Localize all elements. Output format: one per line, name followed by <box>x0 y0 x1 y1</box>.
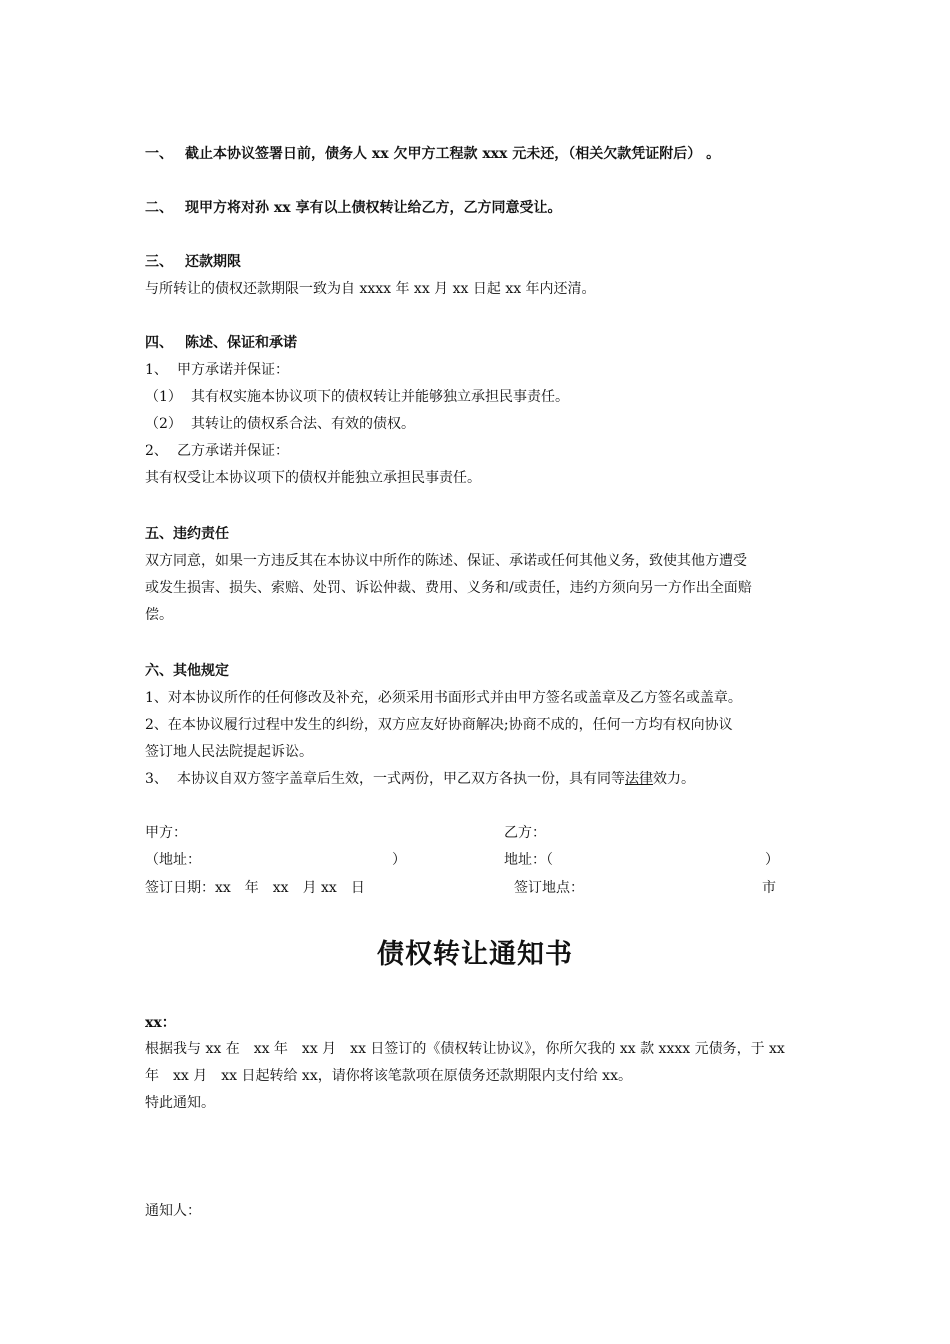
clause-5-line-2: 或发生损害、损失、索赔、处罚、诉讼仲裁、费用、义务和/或责任，违约方须向另一方作出全面赔 <box>145 580 752 596</box>
clause-1-text: 截止本协议签署日前，债务人 xx 欠甲方工程款 xxx 元未还，（相关欠款凭证附后） 。 <box>185 146 721 162</box>
clause-6-item-1: 1、对本协议所作的任何修改及补充，必须采用书面形式并由甲方签名或盖章及乙方签名或盖章。 <box>145 690 742 706</box>
clause-4-item-2-number: 2、 <box>145 443 168 459</box>
notice-body-line-2: 年 xx 月 xx 日起转给 xx，请你将该笔款项在原债务还款期限内支付给 xx。 <box>145 1068 632 1084</box>
clause-4-item-1-number: 1、 <box>145 362 168 378</box>
clause-6-item-2-line-2: 签订地人民法院提起诉讼。 <box>145 744 313 760</box>
clause-1-number: 一、 <box>145 146 173 162</box>
clause-5-line-1: 双方同意，如果一方违反其在本协议中所作的陈述、保证、承诺或任何其他义务，致使其他方遭受 <box>145 553 747 569</box>
party-b-address-close: ） <box>765 852 779 868</box>
clause-6-item-3 <box>145 769 695 789</box>
signing-date: 签订日期：xx 年 xx 月 xx 日 <box>145 880 365 896</box>
clause-6-heading: 六、其他规定 <box>145 663 229 679</box>
notice-title: 债权转让通知书 <box>377 939 573 970</box>
clause-2 <box>145 198 561 218</box>
notice-body-line-1: 根据我与 xx 在 xx 年 xx 月 xx 日签订的《债权转让协议》，你所欠我的 xx 款 xxxx 元债务，于 xx <box>145 1041 785 1057</box>
party-a-address-close: ） <box>392 852 406 868</box>
clause-4-item-1-text: 甲方承诺并保证： <box>177 362 289 378</box>
clause-4-item-1 <box>145 360 289 380</box>
signing-city-label: 市 <box>762 880 776 896</box>
clause-4-item-1a-text: 其有权实施本协议项下的债权转让并能够独立承担民事责任。 <box>191 389 569 405</box>
clause-4-item-1a <box>145 387 569 407</box>
clause-4-item-1b <box>145 414 415 434</box>
party-a-address-label: （地址： <box>145 852 201 868</box>
clause-6-item-3-text: 本协议自双方签字盖章后生效，一式两份，甲乙双方各执一份，具有同等 <box>177 771 625 787</box>
party-b-label: 乙方： <box>504 825 546 841</box>
clause-4-item-1a-number: （1） <box>145 389 182 405</box>
clause-6-item-3-number: 3、 <box>145 771 168 787</box>
clause-5-line-3: 偿。 <box>145 607 173 623</box>
clause-3-number: 三、 <box>145 254 173 270</box>
clause-5-heading: 五、违约责任 <box>145 526 229 542</box>
party-a-label: 甲方： <box>145 825 187 841</box>
clause-4-item-1b-text: 其转让的债权系合法、有效的债权。 <box>191 416 415 432</box>
law-link[interactable]: 法律 <box>625 771 653 787</box>
clause-6-item-2-line-1: 2、在本协议履行过程中发生的纠纷，双方应友好协商解决;协商不成的，任何一方均有权向协议 <box>145 717 733 733</box>
clause-2-number: 二、 <box>145 200 173 216</box>
clause-4-item-1b-number: （2） <box>145 416 182 432</box>
notice-closing: 特此通知。 <box>145 1095 215 1111</box>
clause-3-title: 还款期限 <box>185 254 241 270</box>
notifier-label: 通知人： <box>145 1203 201 1219</box>
clause-1 <box>145 144 720 164</box>
clause-4-item-2a: 其有权受让本协议项下的债权并能独立承担民事责任。 <box>145 470 481 486</box>
clause-4-heading <box>145 333 297 353</box>
clause-3-heading <box>145 252 241 272</box>
clause-6-item-3-end: 效力。 <box>653 771 695 787</box>
party-b-address-label: 地址：（ <box>504 852 553 868</box>
clause-3-body: 与所转让的债权还款期限一致为自 xxxx 年 xx 月 xx 日起 xx 年内还清。 <box>145 281 596 297</box>
clause-4-item-2-text: 乙方承诺并保证： <box>177 443 289 459</box>
clause-4-number: 四、 <box>145 335 173 351</box>
signing-place-label: 签订地点： <box>514 880 584 896</box>
clause-4-item-2 <box>145 441 289 461</box>
notice-recipient: xx： <box>145 1015 176 1031</box>
clause-2-text: 现甲方将对孙 xx 享有以上债权转让给乙方，乙方同意受让。 <box>185 200 562 216</box>
clause-4-title: 陈述、保证和承诺 <box>185 335 297 351</box>
